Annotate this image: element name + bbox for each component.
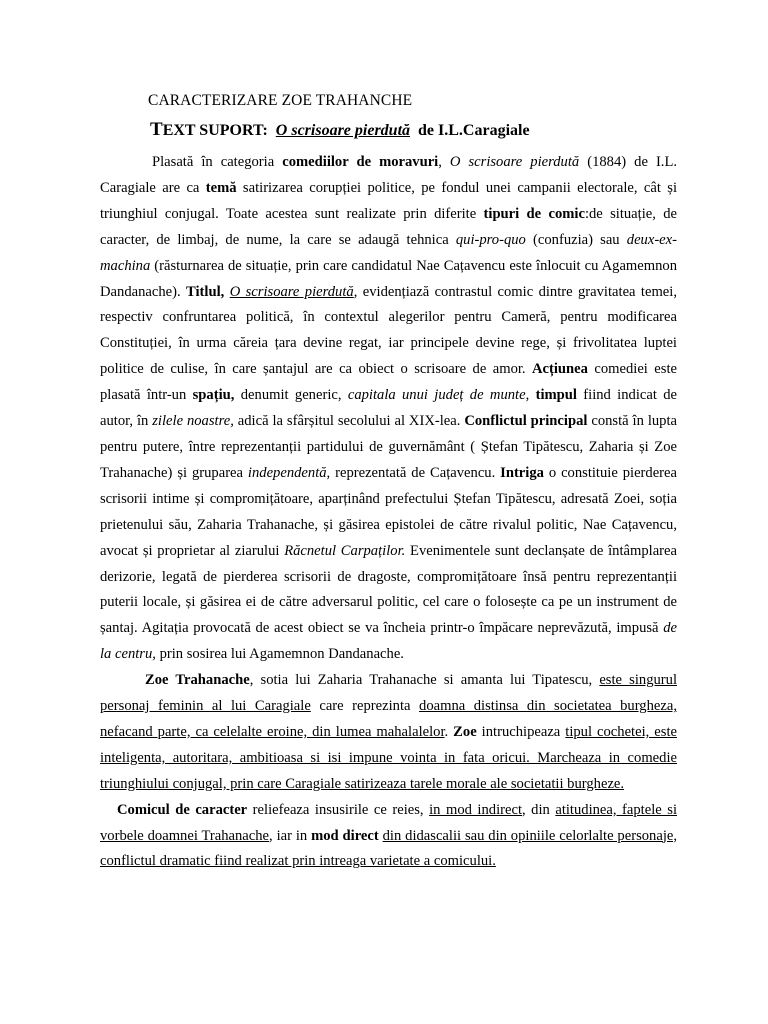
italic-term: qui-pro-quo (455, 231, 526, 248)
text-run: denumit generic, (234, 387, 348, 404)
bold-term: Comicul de caracter (117, 801, 248, 818)
paragraph-introduction (100, 150, 677, 668)
document-body (100, 150, 677, 875)
italic-term: de la centru, (100, 620, 677, 663)
text-run: , (525, 387, 536, 404)
text-run: o constituie pierderea scrisorii intime și compromițătoare, aparținând prefectului Ștefan Tipătescu, adresată Zoei, soția prietenului său, Zaharia Trahanache, și găsirea epistolei de către rivalul politic, Nae Cațavencu, avocat și proprietar al ziarului (100, 464, 677, 559)
bold-term: timpul (535, 387, 577, 404)
underlined-text: este singurul personaj feminin al lui Caragiale (100, 672, 677, 715)
text-run: fiind indicat de autor, în (100, 387, 677, 430)
underlined-text: tipul cochetei, este inteligenta, autoritara, ambitioasa si isi impune vointa in fata oricui. Marcheaza in comedie triunghiului conjugal, prin care Caragiale satirizeaza tarele morale ale societatii burgheze. (100, 723, 677, 792)
italic-title: O scrisoare pierdută (449, 154, 580, 170)
underlined-text: din didascalii sau din opiniile celorlalte personaje, conflictul dramatic fiind realizat prin intreaga varietate a comicului. (100, 827, 677, 870)
document-subheading (150, 119, 530, 141)
text-run: , sotia lui Zaharia Trahanache si amanta lui Tipatescu, (249, 672, 600, 689)
bold-term: comediilor de moravuri (282, 154, 439, 170)
text-run: satirizarea corupției politice, pe fondul unei campanii electorale, cât și triunghiul conjugal. Toate acestea sunt realizate prin diferite (100, 179, 677, 222)
text-run: , reprezentată de Cațavencu. (326, 464, 501, 481)
bold-term: spațiu, (192, 387, 235, 404)
bold-term: Conflictul principal (464, 413, 588, 430)
bold-term: temă (205, 179, 237, 196)
text-run: care reprezinta (310, 698, 420, 715)
text-run: Evenimentele sunt declanșate de întâmplarea derizorie, legată de pierderea scrisorii de dragoste, compromițătoare însă pentru reprezentanții puterii locale, și găsirea ei de către adversarul politic, cel care o folosește ca pe un instrument de șantaj. Agitația provocată de acest obiect se va încheia printr-o împăcare neprevăzută, impusă (100, 542, 677, 637)
underlined-text: doamna distinsa din societatea burgheza, nefacand parte, ca celelalte eroine, din lumea mahalalelor (100, 698, 677, 740)
bold-term: mod direct (311, 827, 379, 844)
text-run: prin sosirea lui Agamemnon Dandanache. (155, 646, 404, 663)
text-run: intruchipeaza (476, 723, 566, 740)
underlined-text: atitudinea, faptele si vorbele doamnei Trahanache (100, 801, 677, 844)
bold-term: Intriga (500, 464, 544, 481)
subheading-initial: T (150, 119, 163, 140)
text-run: , evidențiază contrastul comic dintre gravitatea temei, respectiv confruntarea politică, în contextul alegerilor pentru Cameră, pentru modificarea Constituției, în urma căreia țara devine regat, iar principele devine rege, și frivolitatea luptei politice de culise, în care șantajul are ca obiect o scrisoare de amor. (100, 283, 677, 378)
text-run: reliefeaza insusirile ce reies, (247, 801, 430, 818)
text-run: , (438, 154, 450, 170)
text-run: comediei este plasată într-un (100, 361, 677, 404)
work-title: O scrisoare pierdută (275, 122, 411, 139)
text-run: . (444, 723, 454, 740)
bold-term: Titlul, (186, 283, 225, 300)
document-heading: CARACTERIZARE ZOE TRAHANCHE (148, 92, 413, 109)
italic-term: capitala unui județ de munte (347, 387, 526, 404)
bold-term: Zoe Trahanache (145, 672, 250, 689)
italic-term: zilele noastre, (152, 413, 234, 430)
underlined-text: in mod indirect (429, 801, 523, 818)
text-run: Plasată în categoria (152, 154, 283, 170)
italic-title: O scrisoare pierdută (229, 283, 354, 300)
paragraph-comic (100, 798, 677, 876)
bold-term: tipuri de comic (483, 205, 585, 222)
text-run: , iar in (269, 827, 312, 844)
work-author: de I.L.Caragiale (418, 122, 530, 139)
bold-term: Zoe (453, 723, 477, 740)
text-run: (confuzia) sau (525, 231, 627, 248)
italic-term: deux-ex-machina (100, 231, 677, 274)
text-run: :de situație, de caracter, de limbaj, de nume, la care se adaugă tehnica (100, 205, 677, 248)
bold-term: Acțiunea (532, 361, 588, 378)
italic-title: Răcnetul Carpaților. (284, 542, 406, 559)
italic-term: independentă (247, 464, 327, 481)
text-run: constă în lupta pentru putere, între reprezentanții partidului de guvernământ ( Ștefan Tipătescu, Zaharia și Zoe Trahanache) și gruparea (100, 413, 678, 481)
text-run: , din (522, 801, 556, 818)
text-run: adică la sfârșitul secolului al XIX-lea. (233, 413, 465, 430)
subheading-label: EXT SUPORT: (162, 122, 268, 139)
text-run: (răsturnarea de situație, prin care candidatul Nae Cațavencu este înlocuit cu Agamemnon Dandanache). (100, 257, 677, 300)
text-run: (1884) de I.L. Caragiale are ca (100, 154, 678, 196)
paragraph-zoe (100, 668, 677, 798)
